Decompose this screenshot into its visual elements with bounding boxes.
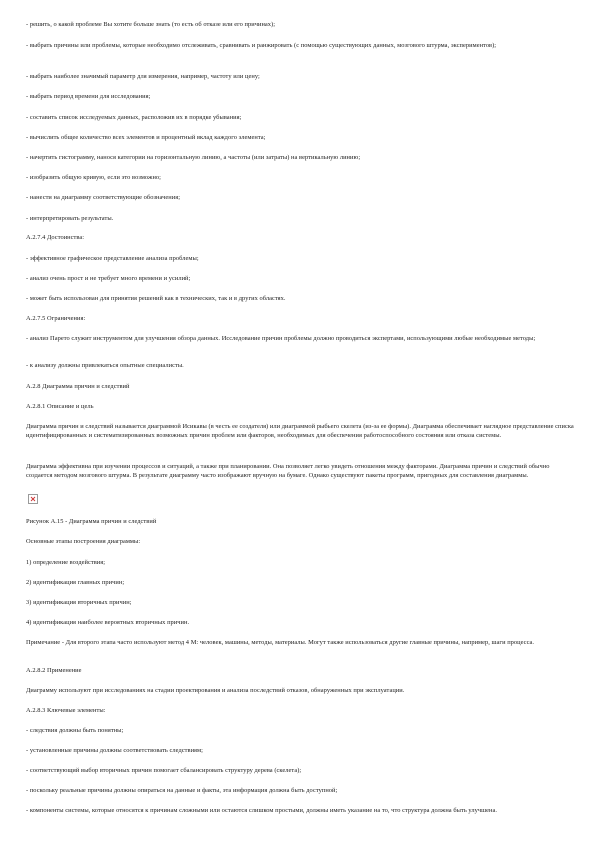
text-line: 2) идентификация главных причин; <box>26 579 125 586</box>
text-line: - вычислить общее количество всех элементов и процентный вклад каждого элемента; <box>26 134 266 141</box>
text-line: 3) идентификация вторичных причин; <box>26 599 132 606</box>
text-line: 4) идентификация наиболее вероятных вторичных причин. <box>26 619 190 626</box>
text-line: - может быть использован для принятия решений как в технических, так и в других областях. <box>26 295 286 302</box>
text-line: - выбрать наиболее значимый параметр для измерения, например, частоту или цену; <box>26 73 260 80</box>
section-heading: А.2.8 Диаграмма причин и следствий <box>26 383 130 390</box>
section-heading: А.2.8.3 Ключевые элементы: <box>26 707 106 714</box>
text-line: - решить, о какой проблеме Вы хотите больше знать (то есть об отказе или его причинах); <box>26 21 276 28</box>
text-line: - выбрать период времени для исследования; <box>26 93 151 100</box>
broken-image-icon <box>28 494 38 504</box>
text-line: - соответствующий выбор вторичных причин помогает сбалансировать структуру дерева (скелета); <box>26 767 302 774</box>
text-line: - выбрать причины или проблемы, которые необходимо отслеживать, сравнивать и ранжировать (с помощью существующих данных, мозгового штурма, экспериментов); <box>26 42 497 49</box>
text-line: - анализ Парето служит инструментом для улучшения обзора данных. Исследование причин проблемы должно проводиться экспертами, использующими любые необходимые методы; <box>26 335 536 342</box>
section-heading: А.2.7.5 Ограничения: <box>26 315 86 322</box>
text-line: - анализ очень прост и не требует много времени и усилий; <box>26 275 191 282</box>
text-line: - составить список исследуемых данных, расположив их в порядке убывания; <box>26 114 242 121</box>
text-line: - эффективное графическое представление анализа проблемы; <box>26 255 199 262</box>
text-line: 1) определение воздействия; <box>26 559 106 566</box>
text-line: Диаграмму используют при исследованиях на стадии проектирования и анализа последствий отказов, обнаруженных при эксплуатации. <box>26 687 405 694</box>
text-line: - интерпретировать результаты. <box>26 215 114 222</box>
text-line: - следствия должны быть понятны; <box>26 727 124 734</box>
paragraph: Диаграмма причин и следствий называется диаграммой Исикавы (в честь ее создателя) или диаграммой рыбьего скелета (из-за ее формы). Диаграмма обеспечивает наглядное представление списка идентифицированных и систематизированных возможных причин проблем или факторов, необходимых для обеспечения работоспособного состояния или отказа системы. <box>26 423 574 439</box>
note: Примечание - Для второго этапа часто используют метод 4 М: человек, машины, методы, материалы. Могут также использоваться другие главные причины, например, шаги процесса. <box>26 639 535 646</box>
text-line: - нанести на диаграмму соответствующие обозначения; <box>26 194 181 201</box>
text-line: - поскольку реальные причины должны опираться на данные и факты, эта информация должна быть доступной; <box>26 787 338 794</box>
paragraph: Диаграмма эффективна при изучении процессов и ситуаций, а также при планировании. Она позволяет легко увидеть отношения между факторами. Диаграмма причин и следствий обычно создается методом мозгового штурма. В результате диаграмму часто изображают вручную на бумаге. Однако существуют пакеты программ, пригодных для составления диаграммы. <box>26 463 550 479</box>
text-line: - компоненты системы, которые относятся к причинам сложными или остаются слишком простыми, должны иметь указание на то, что структура должна быть улучшена. <box>26 807 498 814</box>
text-line: - изобразить общую кривую, если это возможно; <box>26 174 162 181</box>
text-line: - к анализу должны привлекаться опытные специалисты. <box>26 362 184 369</box>
text-line: - установленные причины должны соответствовать следствиям; <box>26 747 203 754</box>
text-line: - начертить гистограмму, нанося категории на горизонтальную линию, а частоты (или затраты) на вертикальную линию; <box>26 154 361 161</box>
section-heading: А.2.7.4 Достоинства: <box>26 234 85 241</box>
figure-caption: Рисунок А.15 - Диаграмма причин и следствий <box>26 518 157 525</box>
section-heading: А.2.8.1 Описание и цель <box>26 403 94 410</box>
text-line: Основные этапы построения диаграммы: <box>26 538 141 545</box>
section-heading: А.2.8.2 Применение <box>26 667 82 674</box>
